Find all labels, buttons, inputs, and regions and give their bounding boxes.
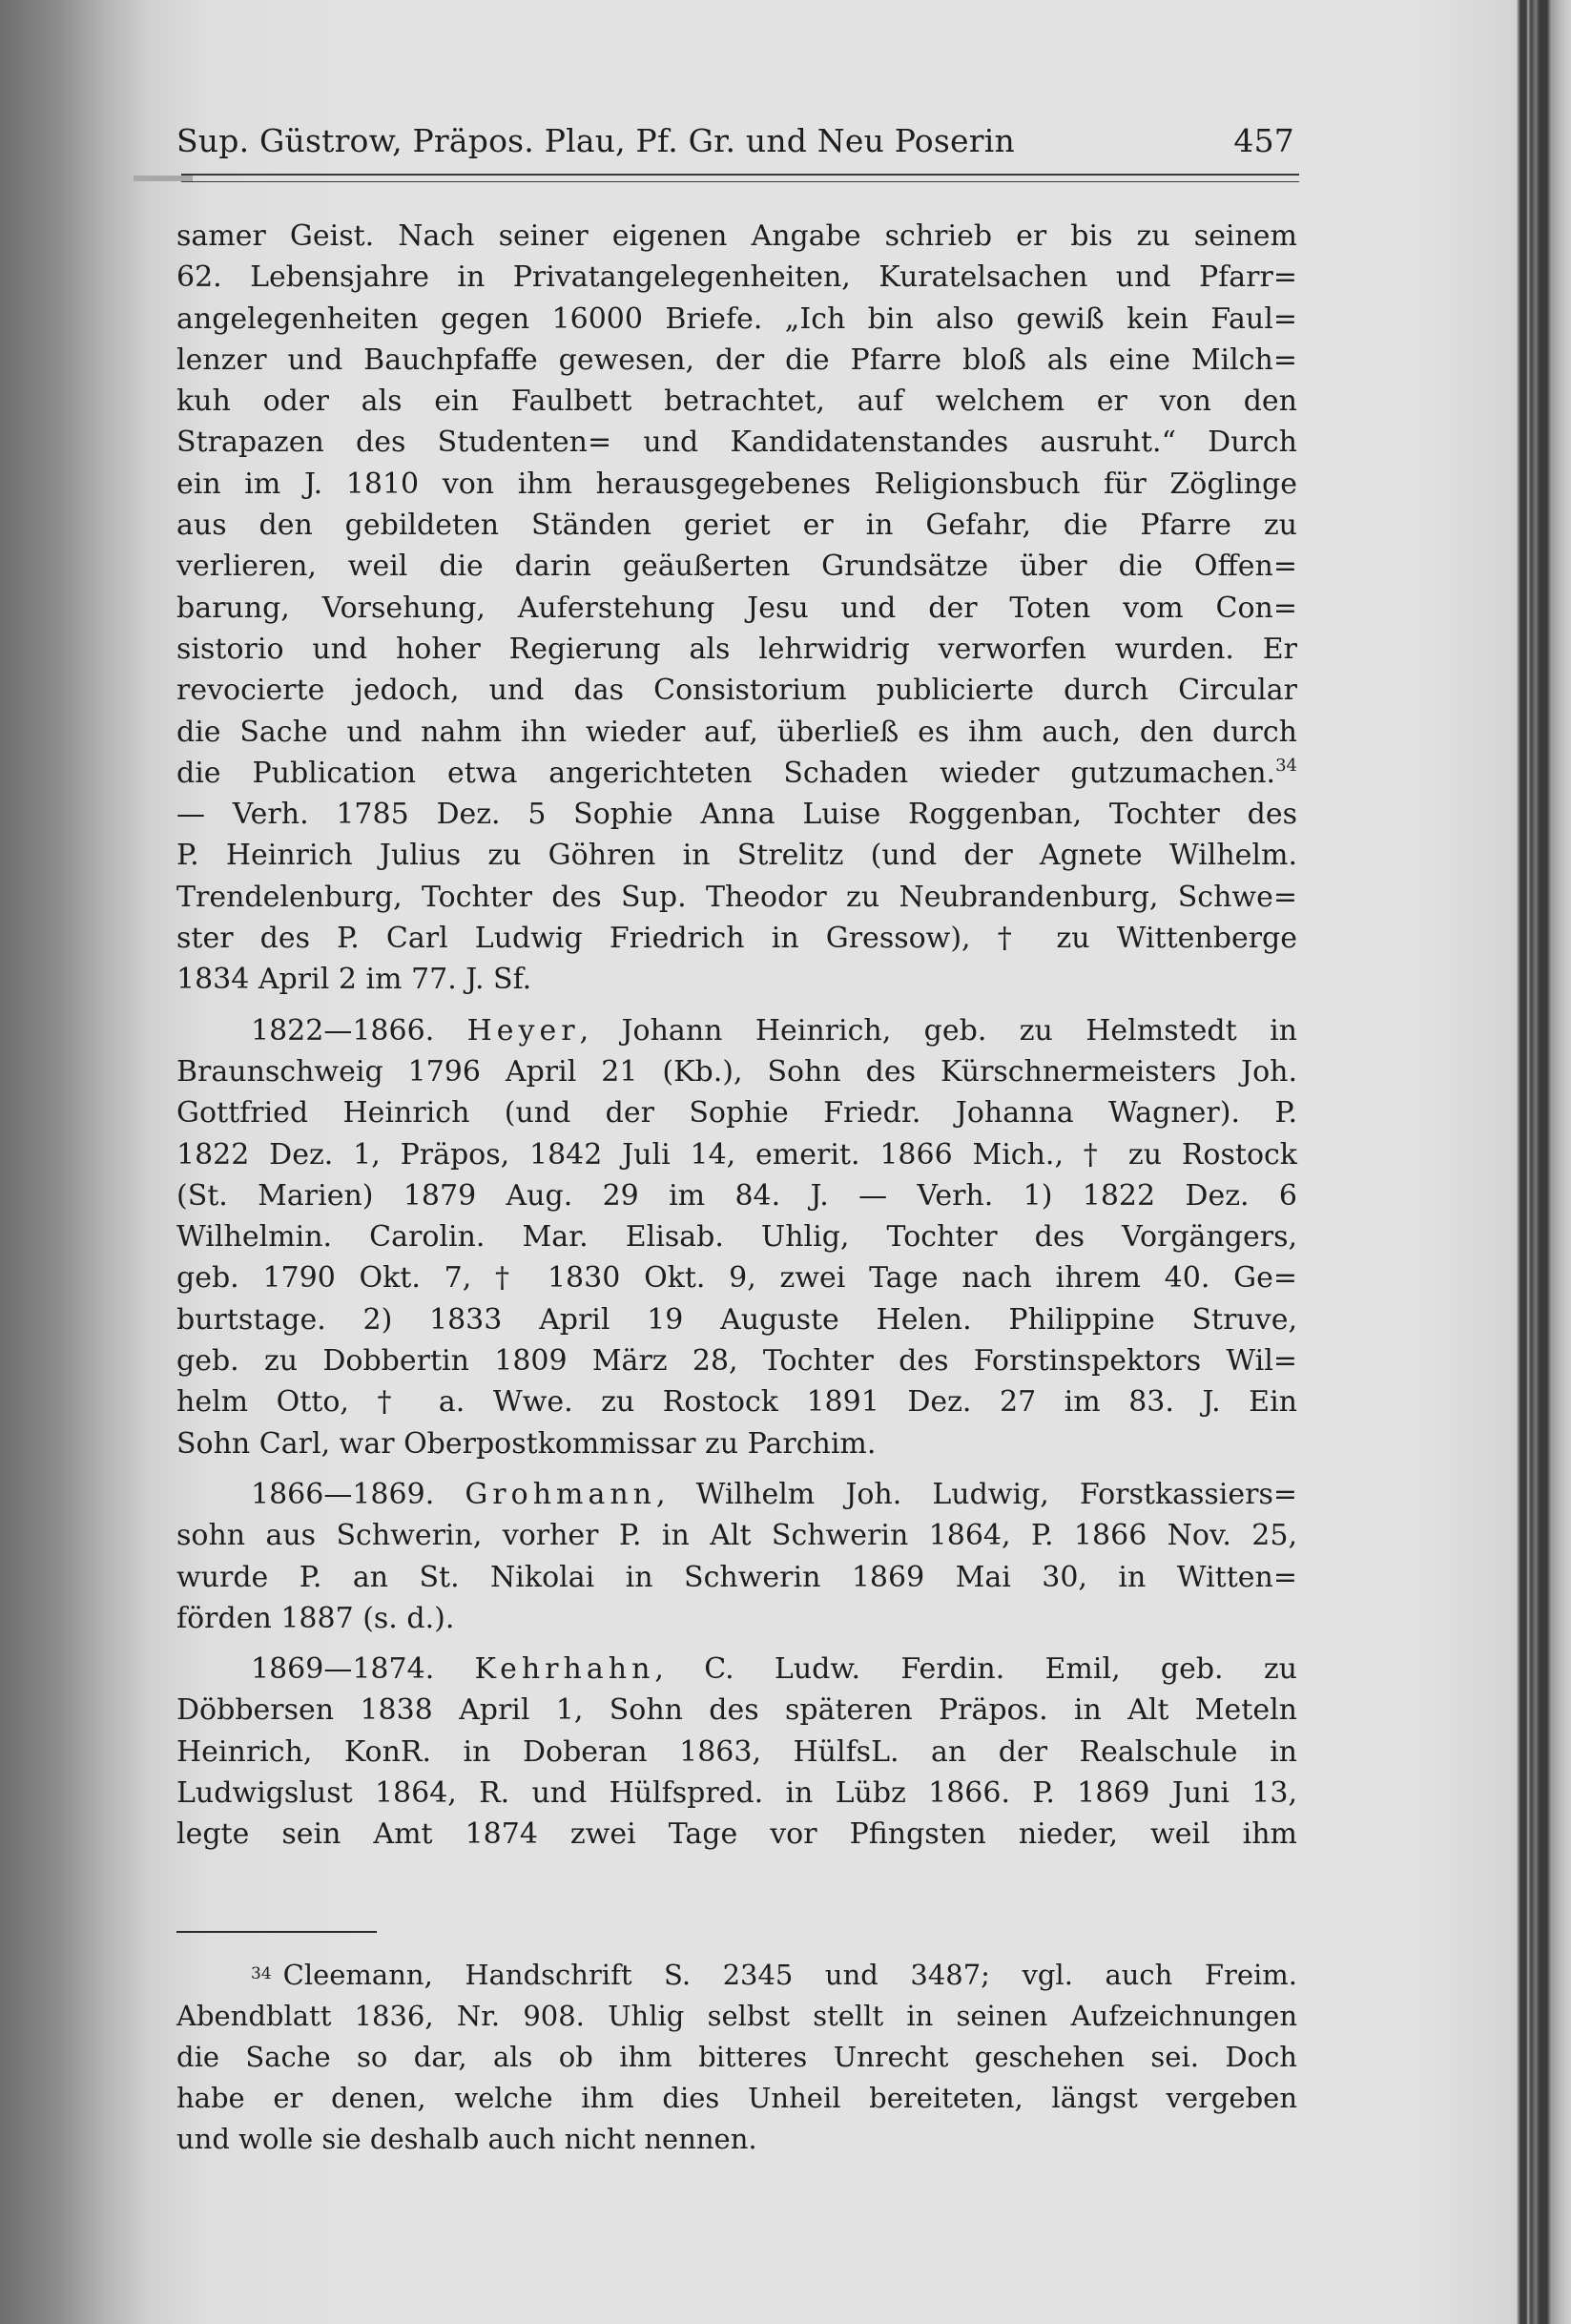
text-line: angelegenheiten gegen 16000 Briefe. „Ich bin also gewiß kein Faul= <box>176 301 1297 336</box>
text-line: — Verh. 1785 Dez. 5 Sophie Anna Luise Roggenban, Tochter des <box>176 798 1297 832</box>
text-line: sohn aus Schwerin, vorher P. in Alt Schwerin 1864, P. 1866 Nov. 25, <box>176 1519 1297 1553</box>
book-binding-edge <box>1517 0 1571 2324</box>
running-head <box>176 122 1294 170</box>
entry-years: 1822—1866. <box>251 1013 435 1048</box>
text-line: Trendelenburg, Tochter des Sup. Theodor zu Neubrandenburg, Schwe= <box>176 880 1297 914</box>
text-line: 1834 April 2 im 77. J. Sf. <box>176 963 532 997</box>
text-line: Döbbersen 1838 April 1, Sohn des späteren Präpos. in Alt Meteln <box>176 1693 1297 1728</box>
text-line: ein im J. 1810 von ihm herausgegebenes Religionsbuch für Zöglinge <box>176 467 1297 501</box>
text-line: Ludwigslust 1864, R. und Hülfspred. in Lübz 1866. P. 1869 Juni 13, <box>176 1775 1297 1810</box>
text-line: geb. 1790 Okt. 7, † 1830 Okt. 9, zwei Tage nach ihrem 40. Ge= <box>176 1261 1297 1296</box>
text-line: , C. Ludw. Ferdin. Emil, geb. zu <box>654 1652 1297 1687</box>
footnote-34 <box>176 1954 1297 2160</box>
text-line: barung, Vorsehung, Auferstehung Jesu und der Toten vom Con= <box>176 591 1297 625</box>
text-line: Braunschweig 1796 April 21 (Kb.), Sohn des Kürschnermeisters Joh. <box>176 1054 1297 1089</box>
text-line: 62. Lebensjahre in Privatangelegenheiten, Kuratelsachen und Pfarr= <box>176 260 1297 295</box>
text-line: die Sache so dar, als ob ihm bitteres Unrecht geschehen sei. Doch <box>176 2041 1297 2073</box>
footnotes <box>176 1954 1297 2160</box>
paragraph-grohmann <box>176 1474 1297 1639</box>
entry-heading-line <box>176 1010 1297 1051</box>
text-line: Heinrich, KonR. in Doberan 1863, HülfsL. an der Realschule in <box>176 1734 1297 1769</box>
text-line: sistorio und hoher Regierung als lehrwidrig verworfen wurden. Er <box>176 632 1297 666</box>
entry-heading-line <box>176 1649 1297 1690</box>
text-line: und wolle sie deshalb auch nicht nennen. <box>176 2123 757 2155</box>
text-line: samer Geist. Nach seiner eigenen Angabe schrieb er bis zu seinem <box>176 219 1297 253</box>
paragraph-gap <box>176 1639 1297 1649</box>
text-line: Wilhelmin. Carolin. Mar. Elisab. Uhlig, Tochter des Vorgängers, <box>176 1220 1297 1255</box>
page-number: 457 <box>1233 122 1294 159</box>
text-line: die Publication etwa angerichteten Schaden wieder gutzumachen. <box>176 756 1276 790</box>
footnote-separator <box>176 1931 377 1933</box>
text-line: Gottfried Heinrich (und der Sophie Friedr. Johanna Wagner). P. <box>176 1096 1297 1131</box>
entry-name: Kehrhahn <box>474 1652 655 1687</box>
entry-name: Heyer <box>466 1013 580 1048</box>
text-line: förden 1887 (s. d.). <box>176 1601 455 1635</box>
footnote-mark: 34 <box>251 1964 272 1983</box>
paragraph-gap <box>176 1464 1297 1474</box>
text-line: wurde P. an St. Nikolai in Schwerin 1869 Mai 30, in Witten= <box>176 1560 1297 1594</box>
header-rule-bottom <box>181 181 1299 182</box>
running-head-title: Sup. Güstrow, Präpos. Plau, Pf. Gr. und Neu Poserin <box>176 122 1015 159</box>
text-line: , Wilhelm Joh. Ludwig, Forstkassiers= <box>656 1477 1297 1511</box>
text-line: geb. zu Dobbertin 1809 März 28, Tochter des Forstinspektors Wil= <box>176 1344 1297 1379</box>
text-line: verlieren, weil die darin geäußerten Grundsätze über die Offen= <box>176 550 1297 584</box>
entry-heading-line <box>176 1474 1297 1515</box>
text-line-with-footnote <box>176 753 1297 794</box>
text-line: legte sein Amt 1874 zwei Tage vor Pfingsten nieder, weil ihm <box>176 1817 1297 1852</box>
text-line: ster des P. Carl Ludwig Friedrich in Gressow), † zu Wittenberge <box>176 922 1297 956</box>
text-line: Cleemann, Handschrift S. 2345 und 3487; vgl. auch Freim. <box>282 1959 1297 1991</box>
text-line: lenzer und Bauchpfaffe gewesen, der die Pfarre bloß als eine Milch= <box>176 342 1297 377</box>
text-line: die Sache und nahm ihn wieder auf, überließ es ihm auch, den durch <box>176 715 1297 749</box>
header-rule-top <box>181 174 1299 176</box>
footnote-first-line <box>176 1954 1297 1996</box>
entry-years: 1869—1874. <box>251 1652 435 1687</box>
text-line: burtstage. 2) 1833 April 19 Auguste Helen. Philippine Struve, <box>176 1302 1297 1337</box>
text-line: Strapazen des Studenten= und Kandidatenstandes ausruht.“ Durch <box>176 425 1297 460</box>
text-line: Abendblatt 1836, Nr. 908. Uhlig selbst stellt in seinen Aufzeichnungen <box>176 2000 1297 2032</box>
text-line: habe er denen, welche ihm dies Unheil bereiteten, längst vergeben <box>176 2082 1297 2114</box>
text-line: helm Otto, † a. Wwe. zu Rostock 1891 Dez. 27 im 83. J. Ein <box>176 1385 1297 1420</box>
entry-name: Grohmann <box>465 1477 656 1511</box>
text-line: 1822 Dez. 1, Präpos, 1842 Juli 14, emerit. 1866 Mich., † zu Rostock <box>176 1137 1297 1172</box>
paragraph-uhlig-continued <box>176 216 1297 1001</box>
text-line: (St. Marien) 1879 Aug. 29 im 84. J. — Verh. 1) 1822 Dez. 6 <box>176 1178 1297 1213</box>
text-line: P. Heinrich Julius zu Göhren in Strelitz (und der Agnete Wilhelm. <box>176 839 1297 873</box>
text-line: kuh oder als ein Faulbett betrachtet, auf welchem er von den <box>176 384 1297 419</box>
paragraph-gap <box>176 1001 1297 1010</box>
body-text <box>176 216 1297 1856</box>
paragraph-kehrhahn <box>176 1649 1297 1855</box>
text-line: revocierte jedoch, und das Consistorium publicierte durch Circular <box>176 674 1297 708</box>
text-line: Sohn Carl, war Oberpostkommissar zu Parchim. <box>176 1426 877 1461</box>
entry-years: 1866—1869. <box>251 1477 435 1511</box>
paragraph-heyer <box>176 1010 1297 1464</box>
text-line: aus den gebildeten Ständen geriet er in Gefahr, die Pfarre zu <box>176 508 1297 543</box>
text-line: , Johann Heinrich, geb. zu Helmstedt in <box>579 1013 1297 1048</box>
footnote-reference[interactable]: 34 <box>1275 755 1297 776</box>
